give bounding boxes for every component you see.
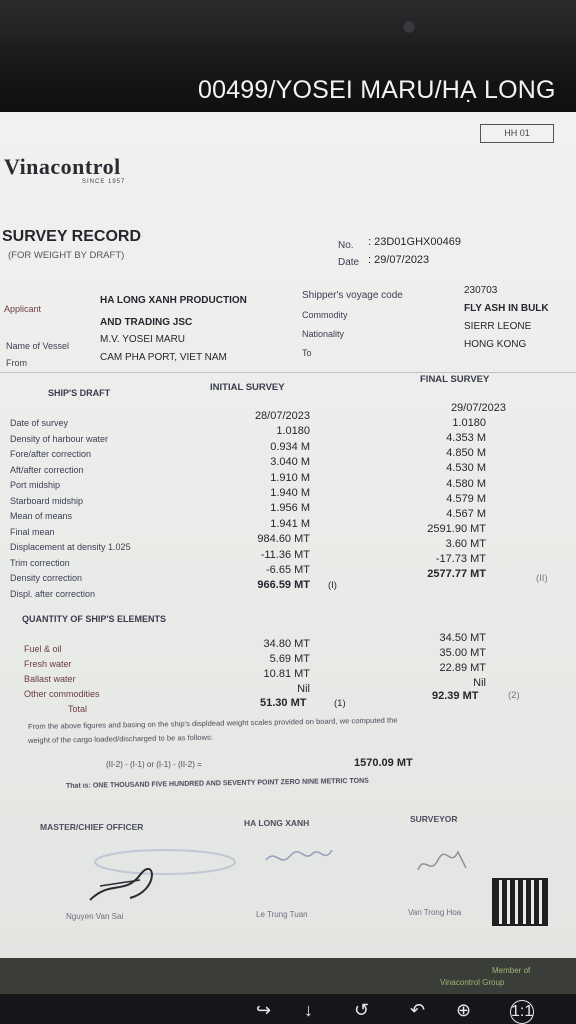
- name-master: Nguyen Van Sai: [66, 912, 124, 921]
- result-in-words: That is: ONE THOUSAND FIVE HUNDRED AND SEVENTY POINT ZERO NINE METRIC TONS: [65, 777, 369, 790]
- add-icon[interactable]: ⊕: [456, 1000, 472, 1020]
- from-value: CAM PHA PORT, VIET NAM: [100, 352, 227, 363]
- element-row-label: Fuel & oil: [24, 644, 62, 654]
- draft-row-final: 2577.77 MT: [427, 568, 486, 581]
- form-code: HH 01: [480, 124, 554, 143]
- aspect-ratio-icon[interactable]: 1:1: [510, 1000, 534, 1024]
- voyage-value: 230703: [464, 285, 498, 296]
- draft-row-initial: 28/07/2023: [254, 410, 310, 422]
- undo-icon[interactable]: ↶: [410, 1000, 426, 1020]
- result-value: 1570.09 MT: [354, 757, 413, 769]
- draft-row-label: Mean of means: [10, 511, 73, 521]
- draft-row-final: 2591.90 MT: [427, 522, 486, 535]
- draft-row-label: Aft/after correction: [10, 464, 84, 475]
- total-label: Total: [68, 704, 88, 714]
- document-title: SURVEY RECORD: [2, 228, 141, 245]
- draft-row-final: 4.580 M: [446, 477, 486, 490]
- client-signature: [260, 838, 340, 878]
- element-row-initial: 10.81 MT: [263, 668, 310, 680]
- download-icon[interactable]: ↓: [304, 1000, 313, 1020]
- initial-mark: (I): [328, 580, 337, 591]
- draft-row-label: Trim correction: [10, 557, 70, 568]
- draft-row-initial: 1.941 M: [270, 517, 310, 530]
- draft-row-initial: 984.60 MT: [257, 533, 310, 546]
- commodity-label: Commodity: [302, 310, 348, 320]
- element-row-final: 35.00 MT: [439, 647, 486, 659]
- col-initial-survey: INITIAL SURVEY: [210, 382, 285, 393]
- element-row-label: Other commodities: [24, 689, 100, 699]
- draft-row-label: Date of survey: [10, 418, 69, 428]
- surveyor-signature: [410, 838, 480, 888]
- draft-row-initial: -6.65 MT: [265, 564, 310, 576]
- sig-surveyor-title: SURVEYOR: [410, 814, 458, 824]
- element-row-initial: 34.80 MT: [263, 638, 310, 650]
- draft-row-label: Density correction: [10, 573, 83, 583]
- divider: [0, 372, 576, 373]
- final-mark: (II): [536, 573, 548, 584]
- draft-row-initial: 1.956 M: [270, 502, 310, 515]
- ship-stamp-signature: [70, 840, 240, 910]
- total-final: 92.39 MT: [432, 690, 479, 702]
- statement-line1: From the above figures and basing on the ship's displdead weight scales provided on board, we computed the: [27, 715, 398, 731]
- footer-member: Member of: [492, 966, 531, 975]
- draft-row-label: Fore/after correction: [10, 449, 92, 459]
- vessel-label: Name of Vessel: [6, 341, 70, 351]
- footer-group: Vinacontrol Group: [440, 978, 505, 987]
- element-row-label: Ballast water: [24, 674, 76, 684]
- document-footer: [0, 958, 576, 994]
- no-label: No.: [338, 240, 354, 251]
- elements-heading: QUANTITY OF SHIP'S ELEMENTS: [22, 614, 166, 624]
- draft-row-initial: 1.0180: [276, 425, 310, 438]
- draft-row-initial: -11.36 MT: [260, 548, 310, 561]
- voyage-label: Shipper's voyage code: [302, 290, 403, 301]
- draft-row-label: Displ. after correction: [10, 588, 96, 599]
- element-row-final: 22.89 MT: [439, 662, 486, 674]
- sig-master-title: MASTER/CHIEF OFFICER: [40, 822, 144, 832]
- camera-dot: [404, 22, 414, 32]
- applicant-line1: HA LONG XANH PRODUCTION: [100, 295, 247, 306]
- commodity-value: FLY ASH IN BULK: [464, 303, 549, 314]
- name-client: Le Trung Tuan: [256, 910, 308, 919]
- share-icon[interactable]: ↪: [256, 1000, 272, 1020]
- draft-row-initial: 1.910 M: [270, 471, 310, 484]
- draft-row-label: Density of harbour water: [10, 433, 109, 444]
- draft-row-final: 29/07/2023: [450, 402, 506, 414]
- element-row-label: Fresh water: [24, 659, 72, 669]
- nationality-value: SIERR LEONE: [464, 321, 532, 332]
- to-label: To: [302, 348, 312, 358]
- document-page: [0, 112, 576, 960]
- total-mark-1: (1): [334, 698, 346, 709]
- total-initial: 51.30 MT: [260, 697, 307, 709]
- draft-row-label: Starboard midship: [10, 495, 84, 506]
- document-subtitle: (FOR WEIGHT BY DRAFT): [8, 250, 125, 261]
- draft-row-final: 1.0180: [452, 417, 486, 430]
- vinacontrol-logo: Vinacontrol: [4, 154, 121, 179]
- window-title: 00499/YOSEI MARU/HẠ LONG: [198, 76, 556, 104]
- draft-row-label: Port midship: [10, 480, 61, 490]
- element-row-initial: 5.69 MT: [269, 653, 310, 665]
- logo-since: SINCE 1957: [82, 179, 126, 185]
- draft-row-final: 4.850 M: [446, 447, 486, 460]
- rotate-icon[interactable]: ↺: [354, 1000, 370, 1020]
- element-row-final: 34.50 MT: [439, 632, 486, 644]
- col-final-survey: FINAL SURVEY: [420, 374, 490, 385]
- applicant-label: Applicant: [4, 304, 42, 314]
- draft-row-initial: 966.59 MT: [257, 579, 310, 592]
- draft-row-final: 4.530 M: [446, 462, 486, 475]
- sig-client-title: HA LONG XANH: [244, 818, 310, 828]
- draft-row-final: 3.60 MT: [445, 537, 486, 550]
- date-value: : 29/07/2023: [368, 254, 430, 266]
- draft-row-final: 4.567 M: [446, 507, 486, 520]
- draft-row-initial: 0.934 M: [270, 440, 310, 453]
- nationality-label: Nationality: [302, 329, 345, 339]
- draft-row-initial: 3.040 M: [270, 456, 310, 469]
- from-label: From: [6, 358, 27, 368]
- statement-line2: weight of the cargo loaded/discharged to be as follows:: [27, 732, 213, 745]
- draft-row-final: -17.73 MT: [435, 553, 486, 565]
- total-mark-2: (2): [508, 690, 520, 701]
- vessel-value: M.V. YOSEI MARU: [100, 334, 186, 345]
- draft-row-label: Displacement at density 1.025: [10, 542, 131, 552]
- draft-row-label: Final mean: [10, 526, 55, 537]
- applicant-line2: AND TRADING JSC: [100, 317, 193, 328]
- formula: (II-2) - (I-1) or (I-1) - (II-2) =: [106, 760, 202, 769]
- draft-row-final: 4.353 M: [446, 432, 486, 445]
- to-value: HONG KONG: [464, 339, 527, 350]
- draft-row-initial: 1.940 M: [270, 487, 310, 499]
- name-surveyor: Van Trong Hoa: [408, 908, 462, 917]
- window-top-bar: [0, 0, 576, 120]
- qr-code: [492, 878, 548, 926]
- element-row-final: Nil: [473, 677, 486, 689]
- date-label: Date: [338, 257, 360, 268]
- element-row-initial: Nil: [297, 683, 310, 695]
- bottom-toolbar: [0, 994, 576, 1024]
- col-ship-draft: SHIP'S DRAFT: [48, 388, 111, 398]
- no-value: : 23D01GHX00469: [368, 236, 461, 248]
- draft-row-final: 4.579 M: [446, 492, 486, 505]
